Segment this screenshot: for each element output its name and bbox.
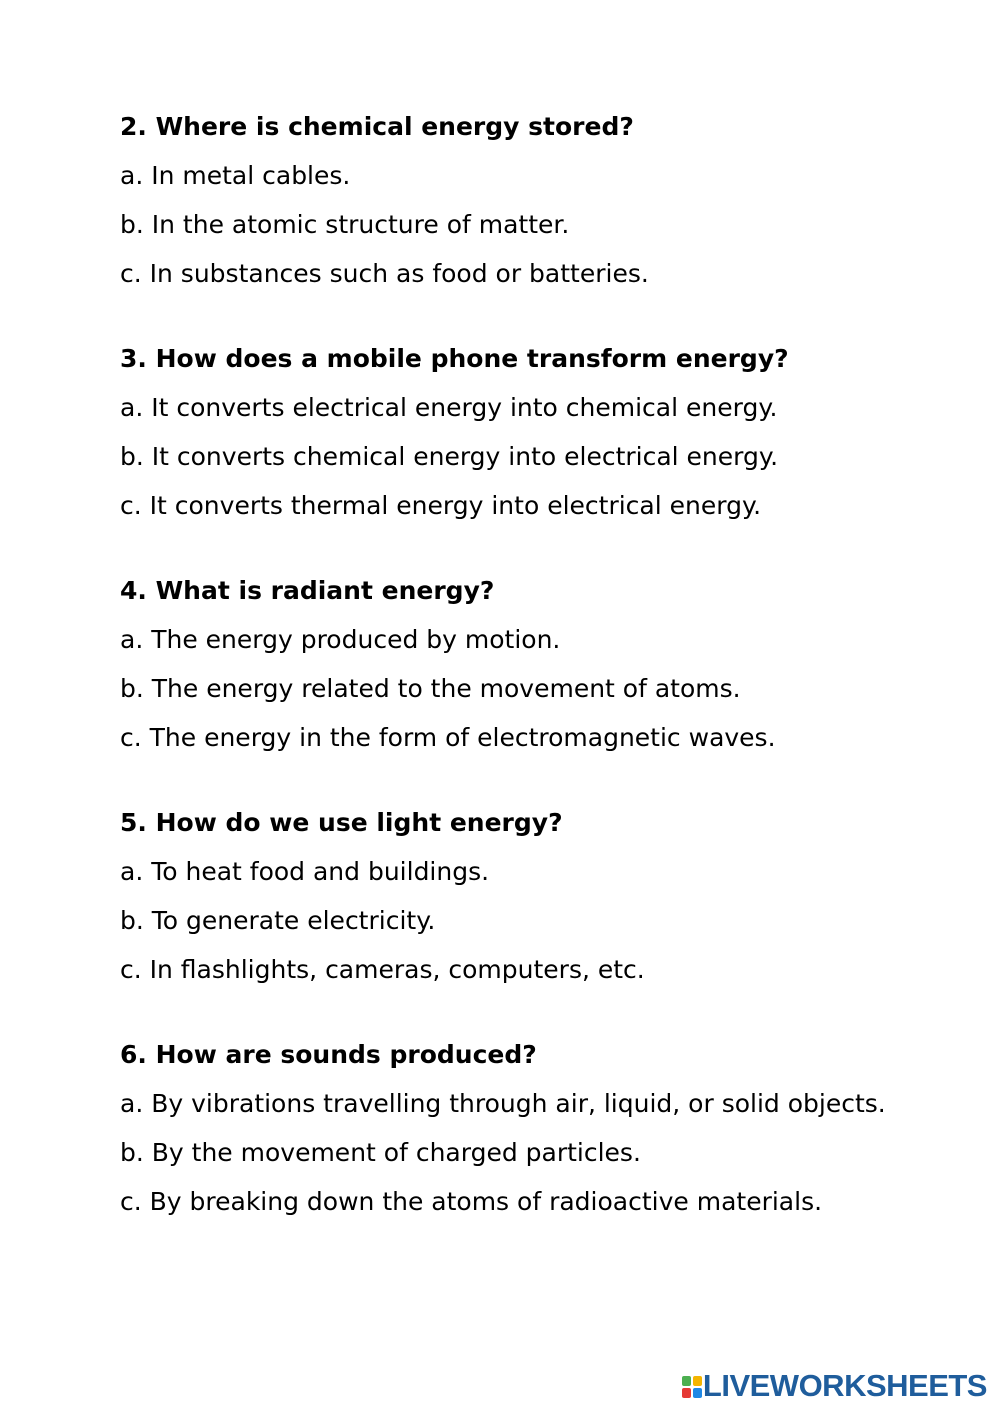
question-4-option-c[interactable]: c. The energy in the form of electromagnetic waves. <box>120 723 776 752</box>
question-3-option-b[interactable]: b. It converts chemical energy into electrical energy. <box>120 442 779 471</box>
logo-square-green <box>682 1376 691 1386</box>
liveworksheets-logo-text: LIVEWORKSHEETS <box>702 1368 987 1403</box>
question-3-option-c[interactable]: c. It converts thermal energy into electrical energy. <box>120 491 762 520</box>
question-4-block <box>120 573 900 755</box>
question-3-block <box>120 341 900 523</box>
logo-square-yellow <box>693 1376 702 1386</box>
question-5-option-a[interactable]: a. To heat food and buildings. <box>120 857 490 886</box>
question-2-option-c[interactable]: c. In substances such as food or batteries. <box>120 259 649 288</box>
question-6-option-a[interactable]: a. By vibrations travelling through air, liquid, or solid objects. <box>120 1089 886 1118</box>
question-5-option-b[interactable]: b. To generate electricity. <box>120 906 436 935</box>
question-5-block <box>120 805 900 987</box>
question-2-block <box>120 109 900 291</box>
question-6-block <box>120 1037 900 1219</box>
question-6-option-c[interactable]: c. By breaking down the atoms of radioactive materials. <box>120 1187 823 1216</box>
question-5-option-c[interactable]: c. In flashlights, cameras, computers, etc. <box>120 955 645 984</box>
question-2-prompt: 2. Where is chemical energy stored? <box>120 112 634 141</box>
worksheet <box>120 109 900 1269</box>
question-2-option-a[interactable]: a. In metal cables. <box>120 161 351 190</box>
question-2-option-b[interactable]: b. In the atomic structure of matter. <box>120 210 570 239</box>
question-4-prompt: 4. What is radiant energy? <box>120 576 495 605</box>
question-3-prompt: 3. How does a mobile phone transform energy? <box>120 344 789 373</box>
question-4-option-b[interactable]: b. The energy related to the movement of atoms. <box>120 674 741 703</box>
question-6-prompt: 6. How are sounds produced? <box>120 1040 537 1069</box>
logo-square-blue <box>693 1388 702 1398</box>
question-4-option-a[interactable]: a. The energy produced by motion. <box>120 625 561 654</box>
question-3-option-a[interactable]: a. It converts electrical energy into chemical energy. <box>120 393 778 422</box>
question-6-option-b[interactable]: b. By the movement of charged particles. <box>120 1138 641 1167</box>
question-5-prompt: 5. How do we use light energy? <box>120 808 563 837</box>
logo-square-red <box>682 1388 691 1398</box>
liveworksheets-logo-icon <box>682 1376 702 1398</box>
liveworksheets-logo <box>682 1366 987 1406</box>
